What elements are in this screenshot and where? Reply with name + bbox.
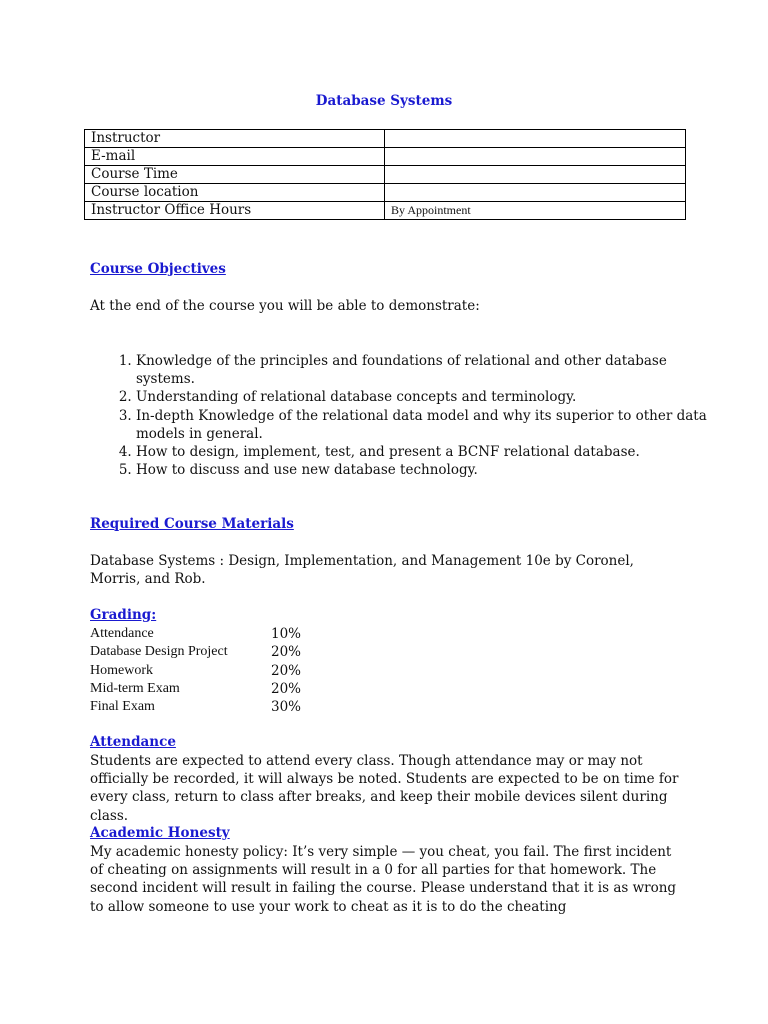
grading-heading: Grading: xyxy=(90,607,157,623)
table-row xyxy=(85,166,686,184)
info-value xyxy=(385,130,686,148)
table-row xyxy=(85,184,686,202)
table-row xyxy=(85,130,686,148)
info-label: Instructor Office Hours xyxy=(85,202,385,220)
info-label: Course Time xyxy=(85,166,385,184)
grade-item-percent: 20% xyxy=(271,680,302,697)
grade-item-percent: 20% xyxy=(271,644,302,661)
grade-item-percent: 20% xyxy=(271,662,302,679)
info-value xyxy=(385,184,686,202)
list-item: 1. Knowledge of the principles and foundations of relational and other database systems. xyxy=(136,352,726,388)
grading-table xyxy=(90,625,301,716)
info-label: Instructor xyxy=(85,130,385,148)
info-value xyxy=(385,166,686,184)
list-item: 4. How to design, implement, test, and present a BCNF relational database. xyxy=(136,443,726,461)
page-title: Database Systems xyxy=(315,93,453,109)
list-item: 2. Understanding of relational database concepts and terminology. xyxy=(136,388,726,406)
info-value: By Appointment xyxy=(385,202,686,220)
attendance-heading: Attendance xyxy=(90,734,176,750)
info-label: E-mail xyxy=(85,148,385,166)
grade-item-name: Mid-term Exam xyxy=(90,680,180,696)
objectives-intro: At the end of the course you will be able to demonstrate: xyxy=(90,298,480,314)
table-row xyxy=(90,698,301,716)
table-row xyxy=(90,643,301,661)
table-row xyxy=(90,680,301,698)
objectives-list xyxy=(90,352,726,479)
grade-item-percent: 30% xyxy=(271,699,302,716)
table-row xyxy=(90,625,301,643)
grade-item-name: Database Design Project xyxy=(90,644,228,660)
honesty-text: My academic honesty policy: It’s very simple — you cheat, you fail. The first incident of cheating on assignments will result in a 0 for all parties for that homework. The second incident will result in failing the course. Please understand that it is as wrong to allow someone to use your work to cheat as it is to do the cheating xyxy=(90,844,677,915)
materials-text: Database Systems : Design, Implementation, and Management 10e by Coronel, Morris, and Rob. xyxy=(90,553,634,588)
info-label: Course location xyxy=(85,184,385,202)
objectives-heading: Course Objectives xyxy=(90,261,226,277)
info-value xyxy=(385,148,686,166)
grade-item-name: Final Exam xyxy=(90,699,155,715)
attendance-text: Students are expected to attend every class. Though attendance may or may not officially be recorded, it will always be noted. Students are expected to be on time for every class, return to class after breaks, and keep their mobile devices silent during class. xyxy=(90,753,679,824)
list-item: 3. In-depth Knowledge of the relational data model and why its superior to other data models in general. xyxy=(136,407,726,443)
grade-item-name: Homework xyxy=(90,662,153,678)
table-row xyxy=(85,202,686,220)
list-item: 5. How to discuss and use new database technology. xyxy=(136,461,726,479)
table-row xyxy=(85,148,686,166)
course-info-table xyxy=(84,129,686,220)
grade-item-percent: 10% xyxy=(271,626,302,642)
table-row xyxy=(90,662,301,680)
honesty-heading: Academic Honesty xyxy=(90,825,230,841)
grade-item-name: Attendance xyxy=(90,626,154,641)
materials-heading: Required Course Materials xyxy=(90,516,294,532)
